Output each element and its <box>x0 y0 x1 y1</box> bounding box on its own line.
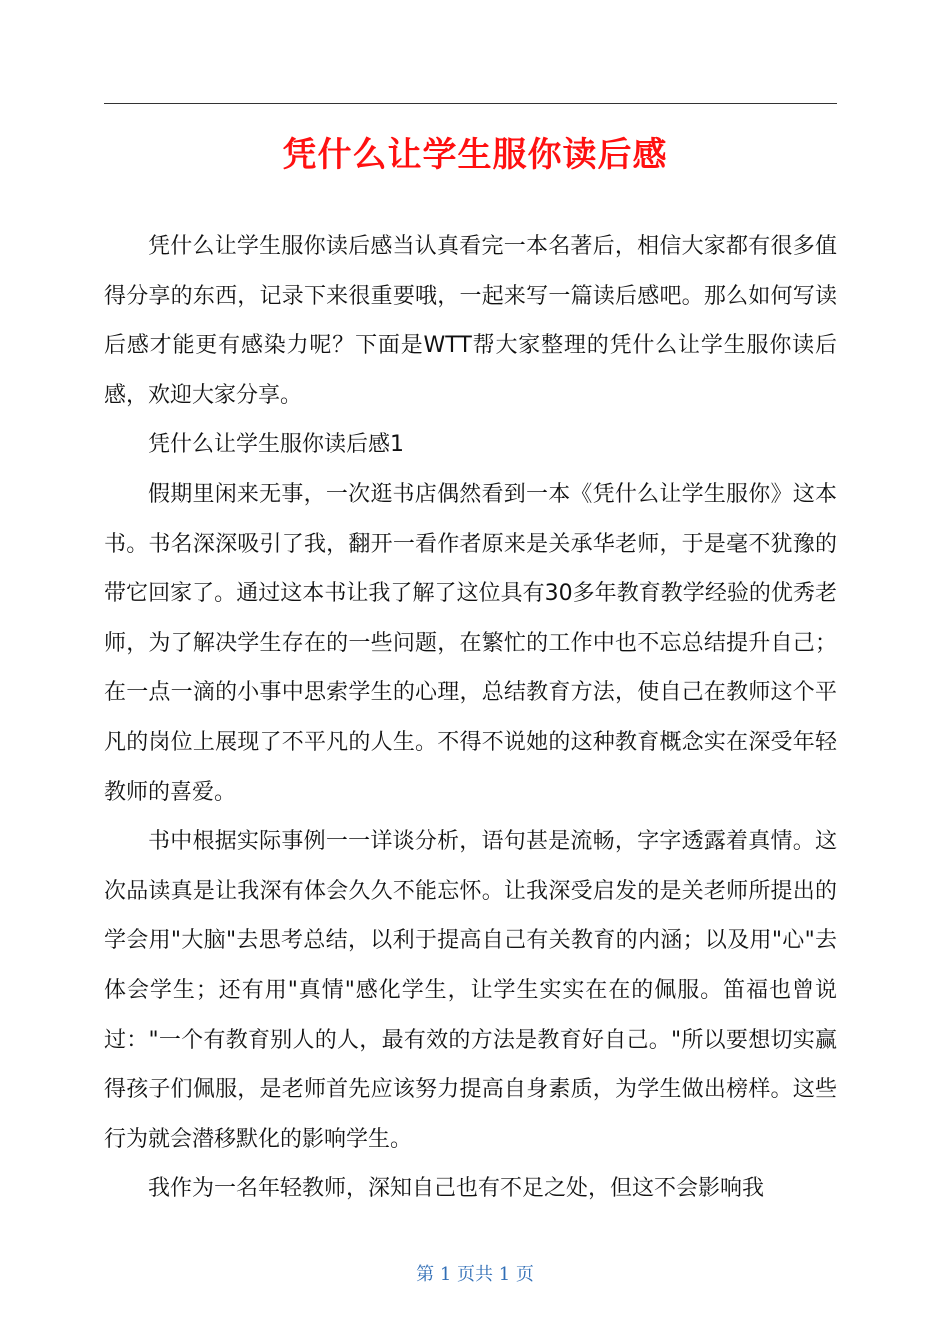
paragraph: 书中根据实际事例一一详谈分析，语句甚是流畅，字字透露着真情。这次品读真是让我深有体会久久不能忘怀。让我深受启发的是关老师所提出的学会用"大脑"去思考总结，以利于提高自己有关教育的内涵；以及用"心"去体会学生；还有用"真情"感化学生，让学生实实在在的佩服。笛福也曾说过："一个有教育别人的人，最有效的方法是教育好自己。"所以要想切实赢得孩子们佩服，是老师首先应该努力提高自身素质，为学生做出榜样。这些行为就会潜移默化的影响学生。 <box>104 829 837 1152</box>
document-title: 凭什么让学生服你读后感 <box>282 134 668 175</box>
page-footer: 第 1 页共 1 页 <box>416 1264 534 1285</box>
paragraph: 假期里闲来无事，一次逛书店偶然看到一本《凭什么让学生服你》这本书。书名深深吸引了我，翻开一看作者原来是关承华老师，于是毫不犹豫的带它回家了。通过这本书让我了解了这位具有30多年教育教学经验的优秀老师，为了解决学生存在的一些问题，在繁忙的工作中也不忘总结提升自己；在一点一滴的小事中思索学生的心理，总结教育方法，使自己在教师这个平凡的岗位上展现了不平凡的人生。不得不说她的这种教育概念实在深受年轻教师的喜爱。 <box>104 481 837 805</box>
document-body <box>104 222 837 1214</box>
paragraph: 我作为一名年轻教师，深知自己也有不足之处，但这不会影响我 <box>148 1176 765 1202</box>
section-heading: 凭什么让学生服你读后感1 <box>148 432 404 458</box>
header-rule <box>104 103 837 104</box>
paragraph-intro: 凭什么让学生服你读后感当认真看完一本名著后，相信大家都有很多值得分享的东西，记录下来很重要哦，一起来写一篇读后感吧。那么如何写读后感才能更有感染力呢？下面是WTT帮大家整理的凭什么让学生服你读后感，欢迎大家分享。 <box>104 234 837 408</box>
